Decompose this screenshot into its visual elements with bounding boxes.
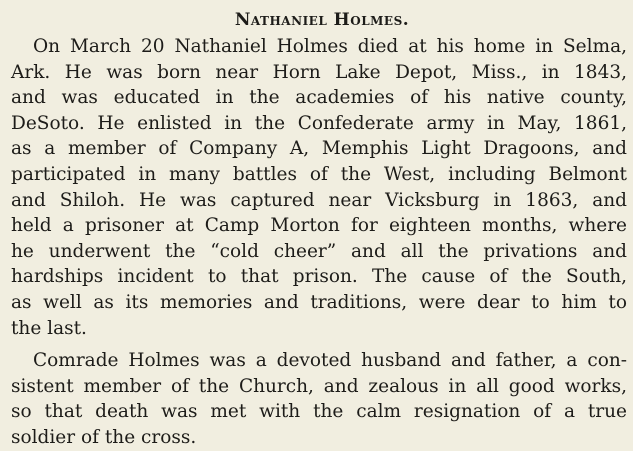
text-line: soldier of the cross. — [11, 426, 197, 448]
text-line: participated in many battles of the West, including Belmont — [11, 163, 627, 185]
text-line: DeSoto. He enlisted in the Confederate army in May, 1861, — [11, 112, 627, 134]
text-line: Comrade Holmes was a devoted husband and father, a con- — [33, 350, 627, 372]
paragraph-2 — [11, 348, 627, 450]
text-line: and was educated in the academies of his native county, — [11, 87, 627, 109]
text-line: sistent member of the Church, and zealous in all good works, — [11, 375, 627, 397]
text-line: so that death was met with the calm resignation of a true — [11, 401, 627, 423]
text-line: hardships incident to that prison. The cause of the South, — [11, 266, 627, 288]
text-line: the last. — [11, 317, 87, 339]
text-line: held a prisoner at Camp Morton for eighteen months, where — [11, 215, 627, 237]
text-line: he underwent the “cold cheer” and all the privations and — [11, 240, 627, 262]
text-line: On March 20 Nathaniel Holmes died at his home in Selma, — [33, 36, 627, 57]
paragraph-1 — [11, 34, 627, 341]
text-line: as well as its memories and traditions, were dear to him to — [11, 291, 627, 313]
text-line: as a member of Company A, Memphis Light Dragoons, and — [11, 138, 627, 160]
text-line: and Shiloh. He was captured near Vicksburg in 1863, and — [11, 189, 627, 211]
article-title: Nathaniel Holmes. — [234, 10, 410, 30]
text-line: Ark. He was born near Horn Lake Depot, Miss., in 1843, — [11, 61, 627, 83]
paragraph-gap — [11, 341, 627, 348]
